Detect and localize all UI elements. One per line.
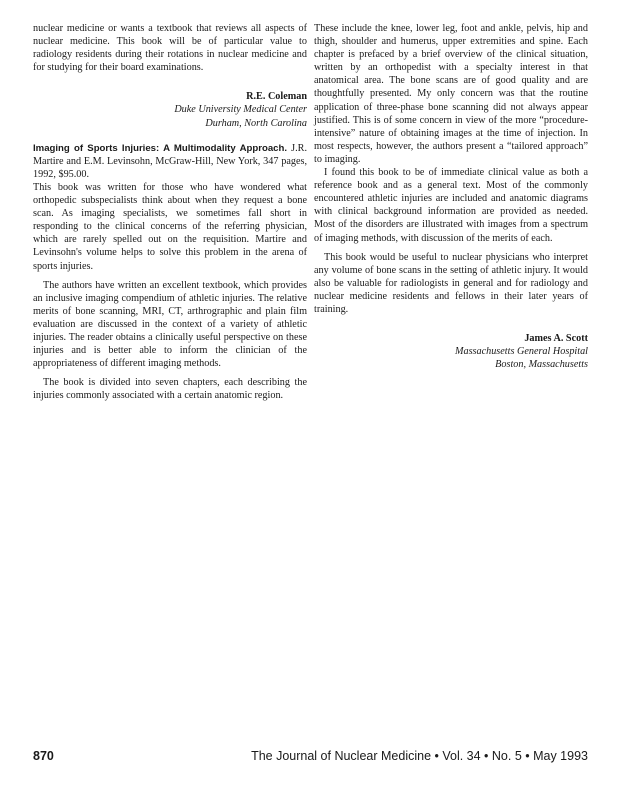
review-paragraph-continued: nuclear medicine or wants a textbook that reviews all aspects of nuclear medicine. This book will be of particular value to radiology residents during their rotations in nuclear medicine and for studying for their board examinations. [33, 23, 307, 74]
reviewer-location: Boston, Massachusetts [495, 359, 588, 371]
review-paragraph: This book was written for those who have wondered what orthopedic subspecialists think about when they request a bone scan. As imaging specialists, we sometimes fall short in responding to the clinical concerns of the referring physician, which are rarely spelled out on the requisition. Martire and Levinsohn's volume helps to solve this problem in the arena of sports injuries. [33, 181, 307, 272]
reviewer-signature [314, 332, 588, 371]
reviewer-signature [33, 90, 307, 129]
review-paragraph-continued: These include the knee, lower leg, foot and ankle, pelvis, hip and thigh, shoulder and humerus, upper extremities and spine. Each chapter is prefaced by a brief overview of the clinical situation, written by an orthopedist with a specialty interest in that anatomical area. The bone scans are of good quality and are thoughtfully presented. My only concern was that the routine application of three-phase bone scanning did not always appear justified. This is of some concern in view of the more “procedure-intensive” nature of obtaining images at the time of injection. In most respects, however, the authors present a “tailored approach” to imaging. [314, 23, 588, 165]
page-number: 870 [33, 749, 54, 763]
reviewer-affiliation: Duke University Medical Center [174, 104, 307, 116]
review-paragraph: The authors have written an excellent textbook, which provides an inclusive imaging compendium of athletic injuries. The relative merits of bone scanning, MRI, CT, arthrographic and plain film evaluation are discussed in the context of a variety of athletic injuries. The reader obtains a clinically useful perspective on these injuries and is better able to inform the clinician of the appropriateness of different imaging methods. [33, 279, 307, 370]
review-paragraph: The book is divided into seven chapters, each describing the injuries commonly associated with a certain anatomic region. [33, 377, 307, 402]
page-footer [33, 749, 588, 767]
journal-citation: The Journal of Nuclear Medicine • Vol. 34 • No. 5 • May 1993 [251, 749, 588, 763]
book-title: Imaging of Sports Injuries: A Multimodality Approach. [33, 142, 288, 154]
review-paragraph: I found this book to be of immediate clinical value as both a reference book and as a general text. Most of the commonly encountered athletic injuries are included and anatomic diagrams with clinical background information are provided as needed. Most of the disorders are illustrated with images from a spectrum of imaging methods, with discussion of the merits of each. [314, 167, 588, 244]
review-paragraph: This book would be useful to nuclear physicians who interpret any volume of bone scans in the setting of athletic injury. It would also be valuable for radiologists in general and for radiology and nuclear medicine residents and fellows in their later years of training. [314, 251, 588, 315]
right-column [314, 22, 588, 371]
reviewer-affiliation: Massachusetts General Hospital [455, 346, 588, 358]
book-heading [33, 142, 307, 181]
reviewer-location: Durham, North Carolina [205, 117, 307, 129]
reviewer-name: James A. Scott [524, 333, 588, 345]
left-column [33, 22, 307, 402]
book-citation: J.R. Martire and E.M. Levinsohn, McGraw-Hill, New York, 347 pages, 1992, $95.00. [33, 142, 307, 180]
reviewer-name: R.E. Coleman [246, 91, 307, 103]
